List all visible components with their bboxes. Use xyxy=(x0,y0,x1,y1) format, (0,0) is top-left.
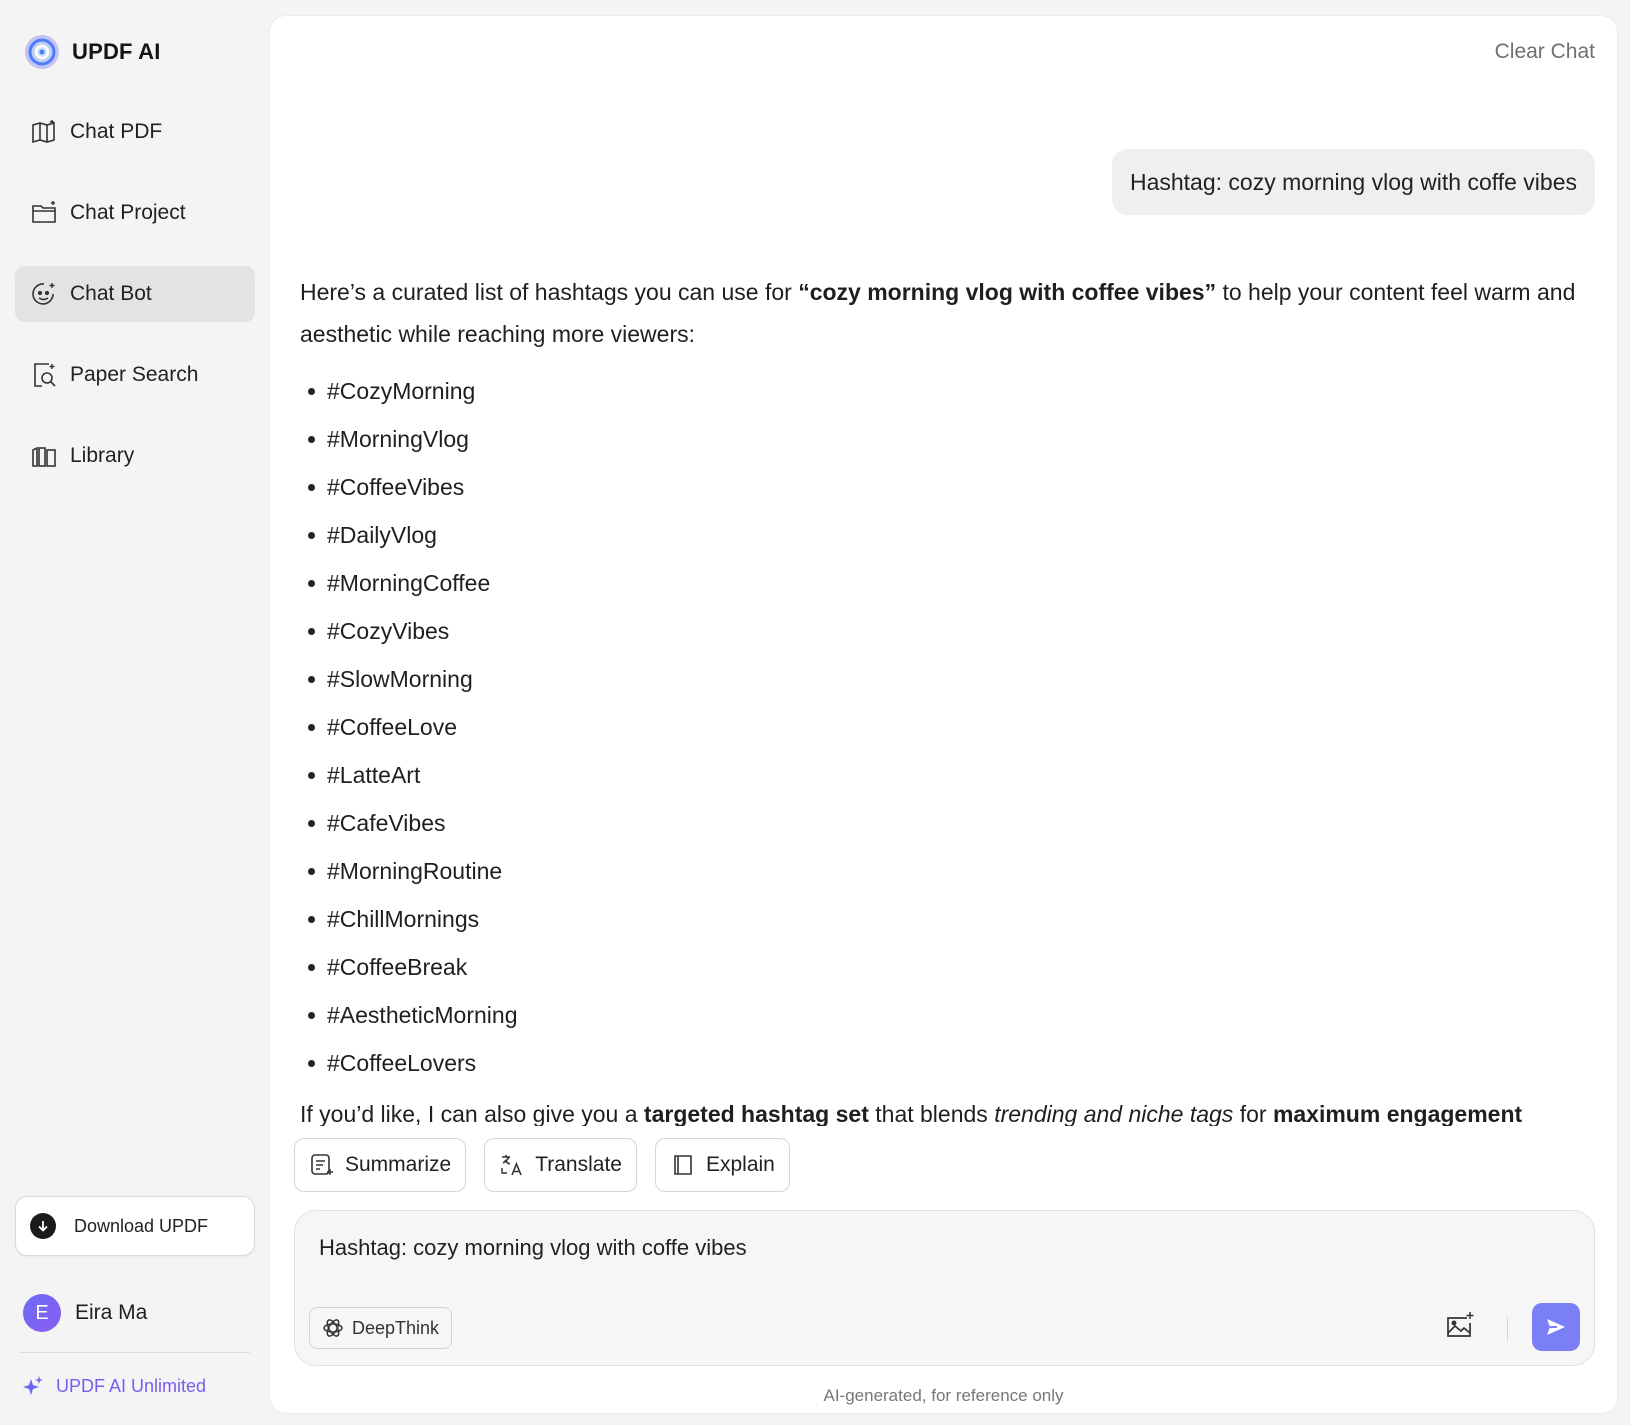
quick-tools xyxy=(294,1138,790,1192)
hashtag-item xyxy=(308,847,1600,895)
summarize-button[interactable]: Summarize xyxy=(294,1138,466,1192)
user-message-bubble xyxy=(1112,149,1595,215)
sidebar-item-label: Chat Project xyxy=(70,201,186,224)
bullet-icon xyxy=(308,532,315,539)
sparkle-icon xyxy=(22,1375,44,1397)
deepthink-toggle[interactable]: DeepThink xyxy=(309,1307,452,1349)
deepthink-icon xyxy=(322,1317,344,1339)
brand-title: UPDF AI xyxy=(72,39,161,64)
sidebar-item-paper-search[interactable] xyxy=(15,347,255,403)
hashtag-text: #CoffeeLove xyxy=(327,714,458,740)
sidebar-item-label: Paper Search xyxy=(70,363,199,386)
hashtag-item xyxy=(308,415,1600,463)
bullet-icon xyxy=(308,820,315,827)
hashtag-item xyxy=(308,655,1600,703)
answer-followup: If you’d like, I can also give you a targeted hashtag set that blends trending and niche tags for maximum engagement xyxy=(300,1101,1523,1126)
hashtag-item xyxy=(308,703,1600,751)
hashtag-text: #CafeVibes xyxy=(327,810,446,836)
hashtag-text: #DailyVlog xyxy=(327,522,437,548)
bullet-icon xyxy=(308,868,315,875)
unlimited-label: UPDF AI Unlimited xyxy=(56,1375,207,1396)
sidebar-item-chat-bot[interactable] xyxy=(15,266,255,322)
hashtag-item xyxy=(308,463,1600,511)
bullet-icon xyxy=(308,1060,315,1067)
hashtag-item xyxy=(308,367,1600,415)
hashtag-text: #CozyVibes xyxy=(327,618,450,644)
sidebar-nav xyxy=(15,104,255,509)
sidebar xyxy=(0,0,270,1425)
hashtag-item xyxy=(308,511,1600,559)
hashtag-text: #ChillMornings xyxy=(327,906,480,932)
user-message-text: Hashtag: cozy morning vlog with coffe vibes xyxy=(1129,168,1577,195)
updf-ai-logo-icon xyxy=(24,34,60,70)
bullet-icon xyxy=(308,388,315,395)
hashtag-text: #AestheticMorning xyxy=(327,1002,518,1028)
hashtag-item xyxy=(308,943,1600,991)
sidebar-item-chat-pdf[interactable] xyxy=(15,104,255,160)
sidebar-item-label: Chat Bot xyxy=(70,282,152,305)
paper-search-icon xyxy=(30,361,58,389)
hashtag-text: #LatteArt xyxy=(327,762,421,788)
sidebar-divider xyxy=(20,1352,250,1353)
bullet-icon xyxy=(308,628,315,635)
ai-disclaimer: AI-generated, for reference only xyxy=(823,1386,1064,1405)
updf-ai-unlimited-link[interactable] xyxy=(22,1375,206,1397)
chat-pdf-icon xyxy=(30,118,58,146)
download-updf-button[interactable] xyxy=(15,1196,255,1256)
bullet-icon xyxy=(308,484,315,491)
hashtag-text: #CozyMorning xyxy=(327,378,476,404)
send-button[interactable] xyxy=(1532,1303,1580,1351)
hashtag-item xyxy=(308,991,1600,1039)
bullet-icon xyxy=(308,580,315,587)
hashtag-item xyxy=(308,895,1600,943)
hashtag-list xyxy=(300,367,1600,1087)
bullet-icon xyxy=(308,676,315,683)
bullet-icon xyxy=(308,1012,315,1019)
user-name: Eira Ma xyxy=(75,1301,148,1324)
clear-chat-button[interactable]: Clear Chat xyxy=(1494,40,1595,63)
composer-separator xyxy=(1507,1317,1508,1341)
message-composer[interactable] xyxy=(294,1210,1595,1366)
send-icon xyxy=(1544,1315,1568,1339)
bullet-icon xyxy=(308,772,315,779)
chat-panel xyxy=(270,16,1617,1413)
image-upload-icon[interactable] xyxy=(1442,1309,1476,1343)
download-icon xyxy=(30,1213,56,1239)
explain-button[interactable]: Explain xyxy=(655,1138,790,1192)
explain-icon xyxy=(670,1152,696,1178)
hashtag-text: #CoffeeVibes xyxy=(327,474,465,500)
hashtag-item xyxy=(308,1039,1600,1087)
hashtag-item xyxy=(308,559,1600,607)
bullet-icon xyxy=(308,964,315,971)
chat-bot-icon xyxy=(30,280,58,308)
library-icon xyxy=(30,442,58,470)
download-label: Download UPDF xyxy=(74,1215,209,1236)
hashtag-text: #CoffeeLovers xyxy=(327,1050,477,1076)
chat-project-icon xyxy=(30,199,58,227)
hashtag-text: #SlowMorning xyxy=(327,666,473,692)
hashtag-text: #MorningCoffee xyxy=(327,570,491,596)
answer-intro: Here’s a curated list of hashtags you can use for “cozy morning vlog with coffee vibes” to help your content feel warm and aesthetic while reaching more viewers: xyxy=(300,279,1576,347)
bullet-icon xyxy=(308,916,315,923)
bullet-icon xyxy=(308,436,315,443)
user-profile[interactable] xyxy=(23,1294,147,1332)
hashtag-item xyxy=(308,751,1600,799)
translate-icon xyxy=(499,1152,525,1178)
sidebar-item-library[interactable] xyxy=(15,428,255,484)
hashtag-text: #CoffeeBreak xyxy=(327,954,468,980)
message-input[interactable]: Hashtag: cozy morning vlog with coffe vibes xyxy=(319,1235,747,1260)
hashtag-text: #MorningVlog xyxy=(327,426,469,452)
assistant-answer xyxy=(300,271,1600,1126)
translate-button[interactable]: Translate xyxy=(484,1138,637,1192)
brand[interactable] xyxy=(24,34,161,70)
sidebar-item-label: Chat PDF xyxy=(70,120,163,143)
avatar: E xyxy=(23,1294,61,1332)
summarize-icon xyxy=(309,1152,335,1178)
sidebar-item-label: Library xyxy=(70,444,135,467)
sidebar-item-chat-project[interactable] xyxy=(15,185,255,241)
hashtag-item xyxy=(308,607,1600,655)
bullet-icon xyxy=(308,724,315,731)
hashtag-text: #MorningRoutine xyxy=(327,858,503,884)
hashtag-item xyxy=(308,799,1600,847)
